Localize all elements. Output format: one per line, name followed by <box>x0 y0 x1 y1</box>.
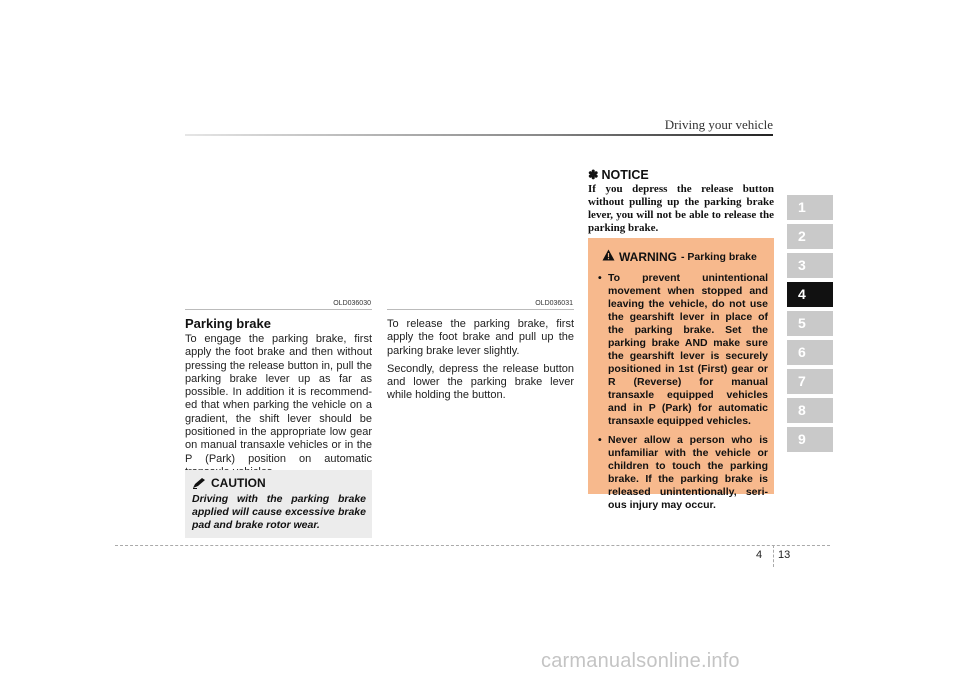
chapter-tab-6[interactable]: 6 <box>787 340 833 365</box>
notice-label: NOTICE <box>601 167 649 182</box>
image-caption-line-left <box>185 309 372 310</box>
notice-text: If you depress the release button without pulling up the parking brake lever, you will not be able to release the parking brake. <box>588 183 774 234</box>
chapter-tab-8[interactable]: 8 <box>787 398 833 423</box>
chapter-tab-1[interactable]: 1 <box>787 195 833 220</box>
chapter-tab-9[interactable]: 9 <box>787 427 833 452</box>
chapter-tabs <box>787 195 833 456</box>
footer-rule <box>115 545 830 546</box>
caution-label: CAUTION <box>211 476 266 490</box>
chapter-tab-5[interactable]: 5 <box>787 311 833 336</box>
warning-box <box>588 238 774 511</box>
chapter-tab-4[interactable]: 4 <box>787 282 833 307</box>
page-chapter: 4 <box>756 549 763 561</box>
caution-title <box>192 476 366 490</box>
warning-item-2: • Never allow a person who is unfamiliar with the vehicle or children to touch the parking brake. If the parking brake is released unintentionally, serious injury may occur. <box>598 434 768 512</box>
warning-item-1: • To prevent unintentional movement when stopped and leaving the vehicle, do not use the gearshift lever in place of the parking brake. Set the parking brake AND make sure the gearshift lever is securely positioned in 1st (First) gear or R (Reverse) for manual transaxle equipped vehicles and in P (Park) for automatic transaxle equipped vehicles. <box>598 272 768 428</box>
image-code-left: OLD036030 <box>333 300 371 307</box>
warning-label: WARNING <box>619 250 677 264</box>
warning-title <box>602 248 768 266</box>
footer-divider <box>773 545 774 567</box>
chapter-tab-2[interactable]: 2 <box>787 224 833 249</box>
watermark: carmanualsonline.info <box>541 650 740 672</box>
notice-symbol: ✽ <box>588 168 599 182</box>
middle-body-text <box>387 318 574 408</box>
page-number: 13 <box>778 549 791 561</box>
caution-text: Driving with the parking brake applied will cause excessive brake pad and brake rotor wear. <box>192 493 366 531</box>
notice-heading <box>588 167 649 182</box>
header-title: Driving your vehicle <box>664 117 773 132</box>
middle-paragraph-1: To release the parking brake, first apply the foot brake and pull up the parking brake lever slightly. <box>387 318 574 357</box>
middle-paragraph-2: Secondly, depress the release button and lower the parking brake lever while holding the button. <box>387 362 574 402</box>
warning-list <box>598 272 768 512</box>
chapter-tab-7[interactable]: 7 <box>787 369 833 394</box>
pencil-icon <box>192 477 206 489</box>
warning-triangle-icon <box>602 248 615 266</box>
image-code-middle: OLD036031 <box>535 300 573 307</box>
image-caption-line-middle <box>387 309 574 310</box>
warning-subject: - Parking brake <box>681 251 757 263</box>
header-rule <box>185 134 773 136</box>
chapter-tab-3[interactable]: 3 <box>787 253 833 278</box>
section-heading: Parking brake <box>185 316 271 331</box>
left-body-text: To engage the parking brake, first apply the foot brake and then without pressing the release button in, pull the parking brake lever up as far as possible. In addition it is recommended that when parking the vehicle on a gradient, the shift lever should be positioned in the appropriate low gear on manual transaxle vehicles or in the P (Park) position on automatic <box>185 333 372 465</box>
caution-box <box>185 470 372 538</box>
